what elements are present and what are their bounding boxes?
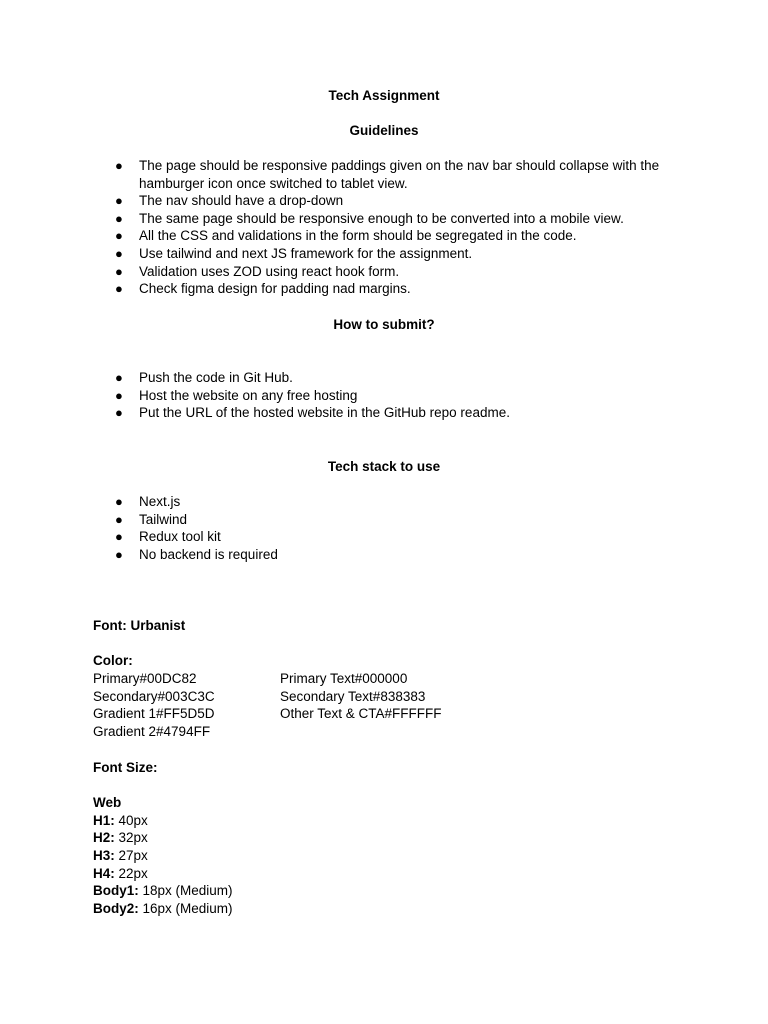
color-entry: Primary#00DC82 <box>93 671 197 686</box>
bullet-icon: ● <box>115 529 123 545</box>
guidelines-heading: Guidelines <box>349 123 419 138</box>
web-label: Web <box>93 795 122 810</box>
list-item: ● Push the code in Git Hub. <box>115 370 293 385</box>
stack-heading: Tech stack to use <box>327 459 441 474</box>
bullet-icon: ● <box>115 387 123 403</box>
font-size-entry: H4: 22px <box>93 865 148 881</box>
list-item: ● The nav should have a drop-down <box>115 193 344 209</box>
list-item: ● The same page should be responsive enough to be converted into a mobile view. <box>115 210 624 226</box>
font-size-entry: H2: 32px <box>93 830 148 846</box>
bullet-icon: ● <box>115 210 123 226</box>
bullet-icon: ● <box>115 228 123 244</box>
font-size-list <box>93 794 233 918</box>
list-item: ● All the CSS and validations in the form should be segregated in the code. <box>115 228 577 244</box>
list-item: ● Redux tool kit <box>115 529 221 545</box>
font-size-entry: H1: 40px <box>93 812 148 828</box>
font-label: Font: Urbanist <box>93 618 186 633</box>
list-item: ● No backend is required <box>115 546 278 562</box>
list-item: ● Validation uses ZOD using react hook form. <box>115 263 400 279</box>
submit-heading: How to submit? <box>333 317 435 332</box>
font-size-label: Font Size: <box>93 760 158 775</box>
font-size-entry: H3: 27px <box>93 848 148 864</box>
guidelines-list <box>93 157 673 298</box>
color-entry: Other Text & CTA#FFFFFF <box>280 706 442 722</box>
font-size-entry: Body1: 18px (Medium) <box>93 883 233 899</box>
color-entry: Gradient 1#FF5D5D <box>93 706 215 722</box>
color-column-left <box>93 670 215 741</box>
bullet-icon: ● <box>115 511 123 527</box>
bullet-icon: ● <box>115 193 123 209</box>
list-item: ● Put the URL of the hosted website in the GitHub repo readme. <box>115 405 510 421</box>
bullet-icon: ● <box>115 245 123 261</box>
color-entry: Secondary Text#838383 <box>280 688 426 704</box>
list-item: ● Next.js <box>115 494 181 509</box>
color-entry: Gradient 2#4794FF <box>93 724 211 740</box>
submit-list <box>93 369 673 422</box>
bullet-icon: ● <box>115 370 123 385</box>
bullet-icon: ● <box>115 158 123 173</box>
bullet-icon: ● <box>115 546 123 562</box>
color-entry: Primary Text#000000 <box>280 671 408 686</box>
color-entry: Secondary#003C3C <box>93 688 215 704</box>
font-size-entry: Body2: 16px (Medium) <box>93 901 233 917</box>
list-item: ● Check figma design for padding nad margins. <box>115 281 411 297</box>
stack-list <box>93 493 673 563</box>
list-item: ● Use tailwind and next JS framework for the assignment. <box>115 245 473 261</box>
bullet-icon: ● <box>115 263 123 279</box>
list-item: ● Tailwind <box>115 511 188 527</box>
document-title: Tech Assignment <box>328 88 440 103</box>
list-item: ● The page should be responsive paddings given on the nav bar should collapse with the hamburger icon once switched to tablet view. <box>115 158 660 191</box>
bullet-icon: ● <box>115 281 123 297</box>
bullet-icon: ● <box>115 494 123 509</box>
color-label: Color: <box>93 653 133 668</box>
color-column-right <box>280 670 442 723</box>
list-item: ● Host the website on any free hosting <box>115 387 358 403</box>
bullet-icon: ● <box>115 405 123 421</box>
